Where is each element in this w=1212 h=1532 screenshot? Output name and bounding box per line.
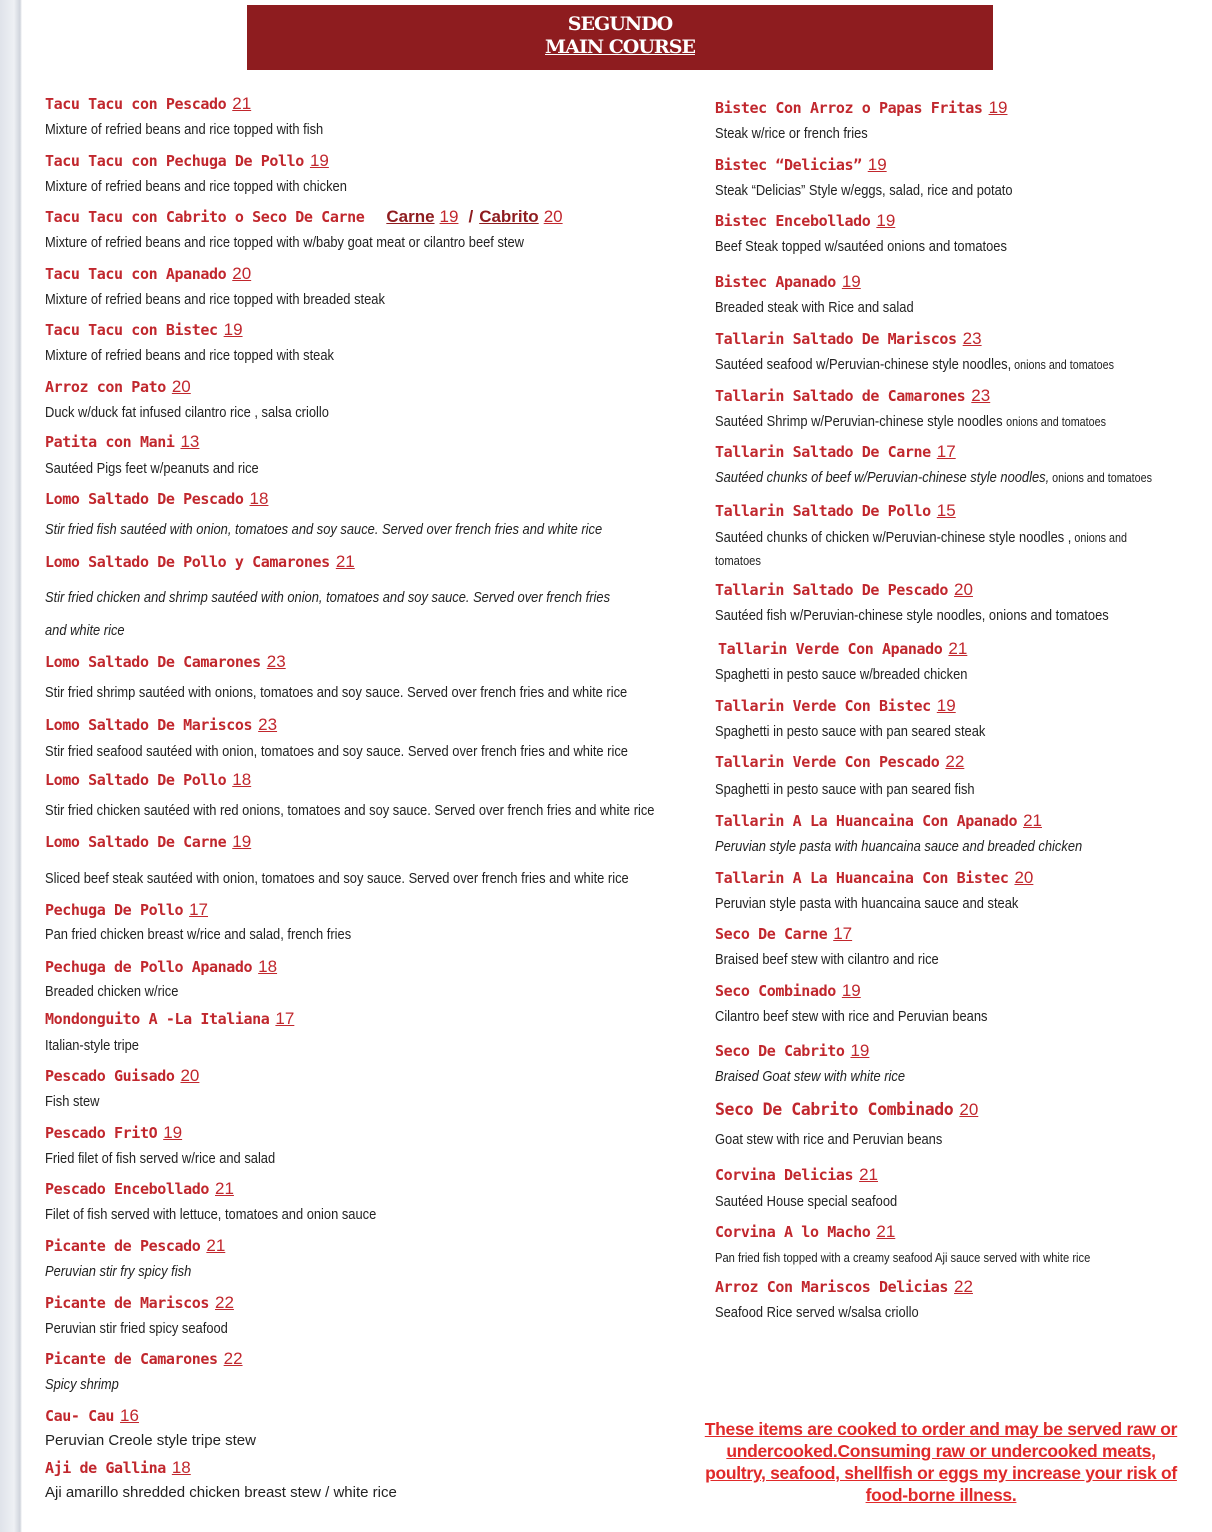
item-description: Sautéed chunks of beef w/Peruvian-chinese style noodles, onions and tomatoes	[715, 469, 1152, 486]
item-price: 19	[867, 155, 887, 174]
item-description: Sautéed fish w/Peruvian-chinese style noodles, onions and tomatoes	[715, 607, 1109, 624]
item-description-line2: tomatoes	[715, 553, 761, 568]
item-name: Pescado Encebollado	[45, 1180, 209, 1198]
item-price: 21	[859, 1165, 879, 1184]
item-name: Lomo Saltado De Pollo y Camarones	[45, 553, 330, 571]
item-price: 19	[988, 98, 1008, 117]
item-name: Tallarin A La Huancaina Con Apanado	[715, 812, 1018, 830]
item-price: 18	[249, 489, 269, 508]
item-price: 19	[850, 1041, 870, 1060]
item-price: 21	[215, 1179, 234, 1198]
item-description: Peruvian stir fry spicy fish	[45, 1263, 192, 1280]
item-name: Lomo Saltado De Pescado	[45, 490, 244, 508]
item-description: Spaghetti in pesto sauce w/breaded chicken	[715, 666, 968, 683]
item-price: 18	[232, 770, 252, 789]
item-price: 15	[936, 501, 956, 520]
item-price: 20	[1014, 868, 1034, 887]
carne-label: Carne	[386, 207, 435, 226]
item-name: Tallarin Verde Con Apanado	[718, 640, 943, 658]
item-price: 17	[833, 924, 853, 943]
item-description: Fried filet of fish served w/rice and salad	[45, 1150, 276, 1167]
item-description: Sautéed chunks of chicken w/Peruvian-chinese style noodles , onions and	[715, 529, 1127, 546]
item-description: Peruvian style pasta with huancaina sauce and breaded chicken	[715, 838, 1083, 855]
item-description: Pan fried fish topped with a creamy seafood Aji sauce served with white rice	[715, 1250, 1091, 1265]
item-name: Seco De Cabrito	[715, 1042, 845, 1060]
item-name: Bistec “Delicias”	[715, 156, 862, 174]
item-price: 17	[275, 1009, 295, 1028]
item-name: Patita con Mani	[45, 433, 175, 451]
item-name: Pechuga de Pollo Apanado	[45, 958, 253, 976]
item-name: Tallarin Saltado De Pescado	[715, 581, 949, 599]
item-name: Tallarin Verde Con Bistec	[715, 697, 931, 715]
item-description: Mixture of refried beans and rice topped with w/baby goat meat or cilantro beef stew	[45, 234, 524, 251]
item-description: Mixture of refried beans and rice topped with breaded steak	[45, 291, 385, 308]
item-price: 21	[232, 94, 252, 113]
item-price: 17	[936, 442, 956, 461]
item-description: Stir fried fish sautéed with onion, tomatoes and soy sauce. Served over french fries and white rice	[45, 521, 603, 538]
item-description: Duck w/duck fat infused cilantro rice , salsa criollo	[45, 404, 329, 421]
item-price: 22	[223, 1349, 243, 1368]
item-price: 22	[954, 1277, 973, 1296]
item-price: 20	[959, 1100, 979, 1119]
item-name: Lomo Saltado De Carne	[45, 833, 227, 851]
item-price: 19	[223, 320, 243, 339]
menu-section-header	[247, 5, 993, 70]
item-price: 19	[841, 272, 861, 291]
item-description: Stir fried chicken and shrimp sautéed with onion, tomatoes and soy sauce. Served over french fries	[45, 589, 611, 606]
item-description: Peruvian style pasta with huancaina sauce and steak	[715, 895, 1019, 912]
item-description: Sautéed House special seafood	[715, 1193, 898, 1210]
item-description: Spicy shrimp	[45, 1376, 119, 1393]
item-price: 23	[962, 329, 982, 348]
item-name: Seco De Cabrito Combinado	[715, 1100, 954, 1119]
item-description: Stir fried seafood sautéed with onion, tomatoes and soy sauce. Served over french fries and white rice	[45, 743, 628, 760]
item-description: Filet of fish served with lettuce, tomatoes and onion sauce	[45, 1206, 377, 1223]
item-price: 22	[945, 752, 965, 771]
item-price: 17	[189, 900, 209, 919]
item-price: 20	[180, 1066, 200, 1085]
item-description: Goat stew with rice and Peruvian beans	[715, 1131, 943, 1148]
item-description: Stir fried shrimp sautéed with onions, tomatoes and soy sauce. Served over french fries and white rice	[45, 684, 628, 701]
item-description: Braised beef stew with cilantro and rice	[715, 951, 939, 968]
item-name: Mondonguito A -La Italiana	[45, 1010, 270, 1028]
item-description-line2: and white rice	[45, 622, 125, 639]
item-price: 19	[936, 696, 956, 715]
item-description: Mixture of refried beans and rice topped with chicken	[45, 178, 347, 195]
item-name: Bistec Apanado	[715, 273, 836, 291]
item-price: 19	[309, 151, 329, 170]
item-price: 19	[876, 211, 896, 230]
item-name: Tacu Tacu con Pechuga De Pollo	[45, 152, 304, 170]
item-description: Mixture of refried beans and rice topped with fish	[45, 121, 324, 138]
item-description: Seafood Rice served w/salsa criollo	[715, 1304, 919, 1321]
item-name: Pescado Guisado	[45, 1067, 175, 1085]
item-price: 19	[232, 832, 252, 851]
item-description: Beef Steak topped w/sautéed onions and tomatoes	[715, 238, 1007, 255]
item-description: Steak “Delicias” Style w/eggs, salad, rice and potato	[715, 182, 1013, 199]
item-name: Pechuga De Pollo	[45, 901, 184, 919]
item-price: 20	[171, 377, 191, 396]
item-description: Sautéed Pigs feet w/peanuts and rice	[45, 460, 259, 477]
item-name: Tallarin Saltado de Camarones	[715, 387, 966, 405]
item-name: Cau- Cau	[45, 1407, 115, 1425]
item-price: 19	[841, 981, 861, 1000]
item-description: Peruvian stir fried spicy seafood	[45, 1320, 228, 1337]
item-name: Tallarin Verde Con Pescado	[715, 753, 940, 771]
item-price: 21	[1023, 811, 1042, 830]
item-price: 23	[266, 652, 286, 671]
item-name: Lomo Saltado De Camarones	[45, 653, 261, 671]
item-name: Picante de Camarones	[45, 1350, 218, 1368]
item-price: 23	[971, 386, 991, 405]
item-name: Arroz Con Mariscos Delicias	[715, 1278, 949, 1296]
item-description: Spaghetti in pesto sauce with pan seared fish	[715, 781, 975, 798]
item-price: 20	[954, 580, 973, 599]
item-name: Lomo Saltado De Pollo	[45, 771, 227, 789]
item-name: Aji de Gallina	[45, 1459, 166, 1477]
item-price: 22	[215, 1293, 234, 1312]
item-name: Seco De Carne	[715, 925, 828, 943]
item-name: Tallarin A La Huancaina Con Bistec	[715, 869, 1009, 887]
item-description: Braised Goat stew with white rice	[715, 1068, 905, 1085]
item-name: Arroz con Pato	[45, 378, 166, 396]
item-description: Mixture of refried beans and rice topped with steak	[45, 347, 334, 364]
item-name: Picante de Pescado	[45, 1237, 201, 1255]
item-price: 21	[948, 639, 968, 658]
item-description: Breaded steak with Rice and salad	[715, 299, 914, 316]
carne-price: 19	[439, 207, 459, 226]
item-price: 23	[258, 715, 278, 734]
carne-cabrito-option	[386, 207, 562, 226]
item-price: 21	[335, 552, 355, 571]
item-price: 16	[120, 1406, 139, 1425]
item-name: Seco Combinado	[715, 982, 836, 1000]
cabrito-price: 20	[543, 207, 563, 226]
option-separator: /	[468, 207, 474, 226]
item-price: 18	[258, 957, 278, 976]
cabrito-label: Cabrito	[479, 207, 539, 226]
item-description: Sautéed Shrimp w/Peruvian-chinese style noodles onions and tomatoes	[715, 413, 1106, 430]
item-description: Breaded chicken w/rice	[45, 983, 179, 1000]
item-description: Stir fried chicken sautéed with red onions, tomatoes and soy sauce. Served over french fries and white rice	[45, 802, 655, 819]
item-description: Aji amarillo shredded chicken breast stew / white rice	[45, 1484, 397, 1501]
item-name: Tacu Tacu con Apanado	[45, 265, 227, 283]
item-name: Bistec Encebollado	[715, 212, 871, 230]
item-description: Peruvian Creole style tripe stew	[45, 1432, 256, 1449]
item-name: Picante de Mariscos	[45, 1294, 209, 1312]
item-price: 20	[232, 264, 252, 283]
item-description: Cilantro beef stew with rice and Peruvian beans	[715, 1008, 988, 1025]
food-safety-warning: These items are cooked to order and may be served raw or undercooked.Consuming raw or undercooked meats, poultry, seafood, shellfish or eggs my increase your risk of food-borne illness.	[704, 1419, 1178, 1505]
item-name: Lomo Saltado De Mariscos	[45, 716, 253, 734]
item-name: Tallarin Saltado De Carne	[715, 443, 931, 461]
item-description: Sautéed seafood w/Peruvian-chinese style noodles, onions and tomatoes	[715, 356, 1114, 373]
item-name: Corvina A lo Macho	[715, 1223, 871, 1241]
item-description: Sliced beef steak sautéed with onion, tomatoes and soy sauce. Served over french fries and white rice	[45, 870, 629, 887]
item-description: Steak w/rice or french fries	[715, 125, 868, 142]
item-description: Pan fried chicken breast w/rice and salad, french fries	[45, 926, 352, 943]
item-name: Corvina Delicias	[715, 1166, 854, 1184]
item-price: 21	[206, 1236, 226, 1255]
page-left-border	[0, 0, 22, 1532]
item-name: Tallarin Saltado De Mariscos	[715, 330, 957, 348]
item-name: Tacu Tacu con Pescado	[45, 95, 227, 113]
item-description: Italian-style tripe	[45, 1037, 139, 1054]
section-title: SEGUNDO	[567, 13, 673, 35]
item-name: Tacu Tacu con Bistec	[45, 321, 218, 339]
item-name: Pescado FritO	[45, 1124, 158, 1142]
item-name: Tallarin Saltado De Pollo	[715, 502, 931, 520]
item-price: 21	[876, 1222, 896, 1241]
item-price: 13	[180, 432, 200, 451]
item-price: 19	[163, 1123, 183, 1142]
item-description: Spaghetti in pesto sauce with pan seared steak	[715, 723, 986, 740]
item-price: 18	[171, 1458, 191, 1477]
item-name: Tacu Tacu con Cabrito o Seco De Carne	[45, 208, 365, 226]
item-name: Bistec Con Arroz o Papas Fritas	[715, 99, 983, 117]
section-subtitle: MAIN COURSE	[545, 36, 695, 58]
item-description: Fish stew	[45, 1093, 100, 1110]
